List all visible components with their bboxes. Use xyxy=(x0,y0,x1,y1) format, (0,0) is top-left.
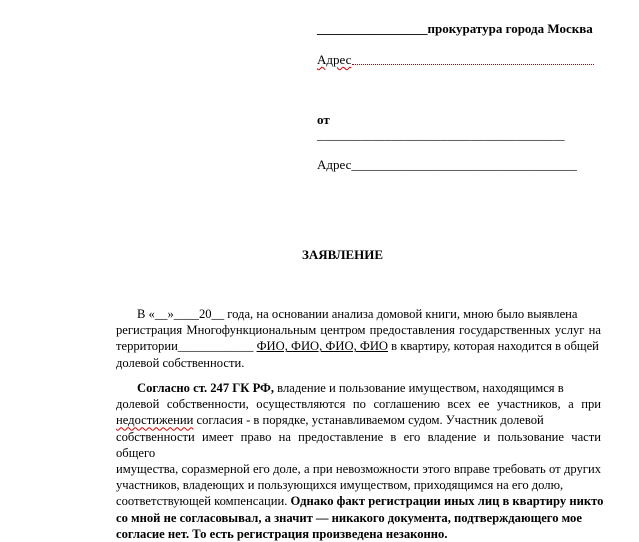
address-blank-2: _____________________________________ xyxy=(351,158,577,172)
p1-line-1 xyxy=(116,306,601,322)
p1-territory-blank: ____________ xyxy=(177,339,254,354)
address-label-1: Адрес xyxy=(317,52,352,67)
p1-text-tail: в квартиру, которая находится в общей xyxy=(391,339,599,354)
p1-line-3 xyxy=(116,338,601,354)
p2-line-6: участников, владеющих и пользующихся имуществом, приходящимся на его долю, xyxy=(116,478,564,493)
p1-year-prefix: 20 xyxy=(198,307,212,321)
p2-line-3 xyxy=(116,412,601,428)
p2-bold-intro: Согласно ст. 247 ГК РФ, xyxy=(137,381,275,395)
paragraph-2 xyxy=(116,380,604,542)
p2-line-7-plain: соответствующей компенсации. xyxy=(116,494,288,509)
p1-territory-label: территории xyxy=(116,339,178,354)
p2-line-9: согласие нет. То есть регистрация произведена незаконно. xyxy=(116,526,448,541)
p1-month-blank: ____ xyxy=(173,307,199,321)
p1-line-4: долевой собственности. xyxy=(116,355,245,370)
document-title: ЗАЯВЛЕНИЕ xyxy=(302,247,384,262)
address-line-2 xyxy=(317,157,577,173)
p1-line-2: регистрация Многофункциональным центром предоставления государственных услуг на xyxy=(116,323,601,338)
address-line-1 xyxy=(317,52,351,68)
paragraph-1 xyxy=(116,306,601,371)
p2-line-7-bold: Однако факт регистрации иных лиц в квартиру никто xyxy=(287,494,604,509)
p1-names: ФИО, ФИО, ФИО, ФИО xyxy=(256,339,389,354)
addressee-line xyxy=(317,21,593,37)
address-1-fill-line xyxy=(352,64,594,65)
addressee-title: прокуратура города Москва xyxy=(427,21,593,36)
p2-line-1 xyxy=(116,380,601,396)
p1-text-g: года, на основании анализа домовой книги, мною было выявлена xyxy=(224,307,578,321)
p2-word-nedostizhenii: недостижении xyxy=(116,413,194,428)
p1-year-blank: __ xyxy=(211,307,225,321)
p2-line-1-rest: владение и пользование имуществом, находящимся в xyxy=(274,381,564,395)
from-blank: ________________________________________ xyxy=(317,128,565,142)
from-label: от xyxy=(317,112,330,127)
p2-line-7 xyxy=(116,493,604,509)
address-label-2: Адрес xyxy=(317,157,352,172)
p1-day-blank: __ xyxy=(154,307,168,321)
p2-line-5: имущества, соразмерной его доле, а при невозможности этого вправе требовать от других xyxy=(116,462,601,477)
p1-text-a: В « xyxy=(137,307,155,321)
p2-line-8: со мной не согласовывал, а значит — никакого документа, подтверждающего мое xyxy=(116,510,582,525)
p1-text-c: » xyxy=(167,307,174,321)
p2-line-3-rest: согласия - в порядке, устанавливаемом судом. Участник долевой xyxy=(193,413,544,428)
addressee-blank: _________________ xyxy=(317,21,428,36)
p2-line-2: долевой собственности, осуществляются по соглашению всех ее участников, а при xyxy=(116,397,601,412)
p2-line-4: собственности имеет право на предоставление в его владение и пользование части общего xyxy=(116,429,601,460)
